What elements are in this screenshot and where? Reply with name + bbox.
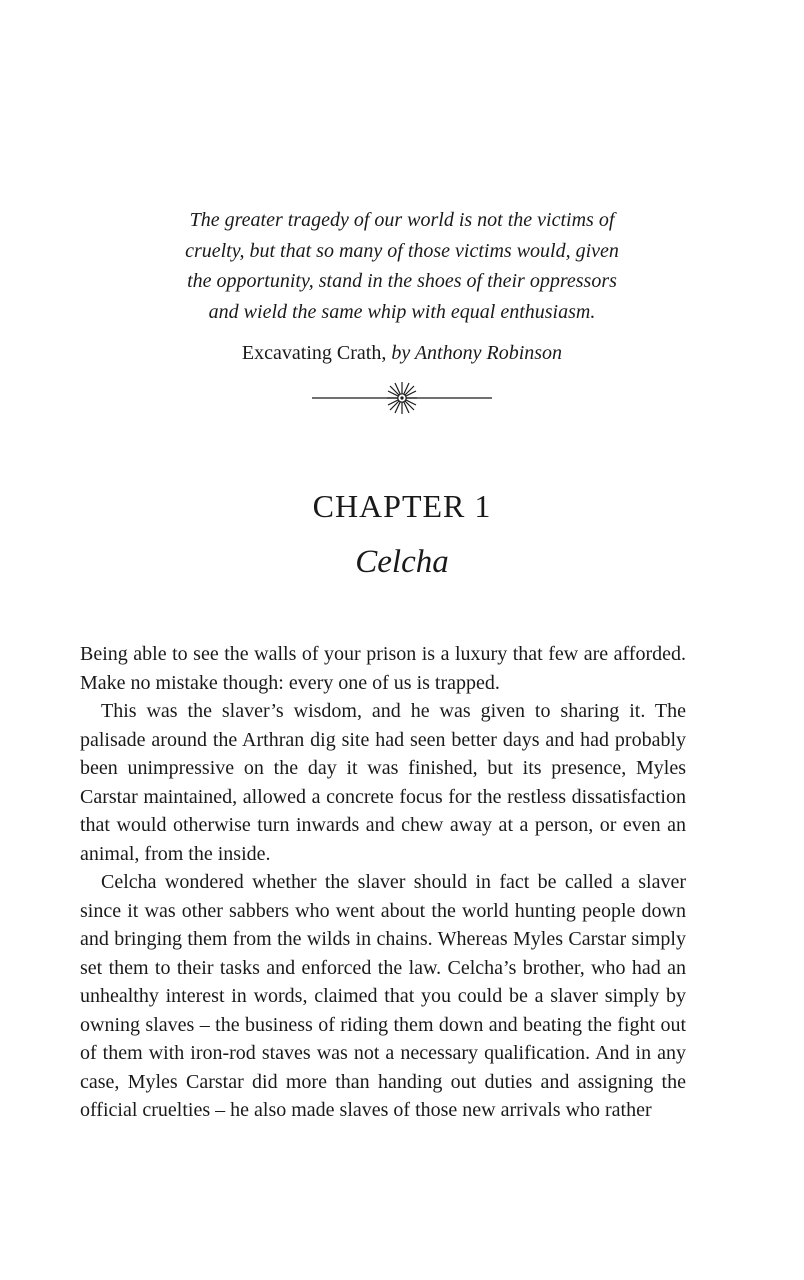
chapter-title: Celcha	[355, 544, 449, 580]
source-title: Excavating Crath,	[241, 342, 387, 364]
epigraph-line: cruelty, but that so many of those victims would, given	[185, 239, 619, 262]
source-author: by Anthony Robinson	[391, 342, 563, 364]
epigraph	[100, 205, 704, 327]
chapter-number: CHAPTER 1	[312, 488, 492, 524]
epigraph-line: the opportunity, stand in the shoes of their oppressors	[187, 270, 617, 292]
star-ornament-icon	[302, 378, 502, 418]
chapter-body	[80, 640, 686, 1125]
paragraph: This was the slaver’s wisdom, and he was given to sharing it. The palisade around the Arthran dig site had seen better days and had probably been unimpressive on the day it was finished, but its presence, Myles Carstar maintained, allowed a concrete focus for the restless dissatisfaction that would otherwise turn inwards and chew away at a person, or even an animal, from the inside.	[80, 700, 686, 865]
paragraph: Being able to see the walls of your prison is a luxury that few are afforded. Make no mistake though: every one of us is trapped.	[80, 643, 686, 694]
paragraph: Celcha wondered whether the slaver should in fact be called a slaver since it was other sabbers who went about the world hunting people down and bringing them from the wilds in chains. Whereas Myles Carstar simply set them to their tasks and enforced the law. Celcha’s brother, who had an unhealthy interest in words, claimed that you could be a slaver simply by owning slaves – the business of riding them down and beating the fight out of them with iron-rod staves was not a necessary qualification. And in any case, Myles Carstar did more than handing out duties and assigning the official cruelties – he also made slaves of those new arrivals who rather	[80, 871, 686, 1121]
epigraph-attribution	[100, 338, 704, 368]
epigraph-line: and wield the same whip with equal enthusiasm.	[208, 300, 596, 323]
epigraph-line: The greater tragedy of our world is not the victims of	[189, 209, 615, 231]
